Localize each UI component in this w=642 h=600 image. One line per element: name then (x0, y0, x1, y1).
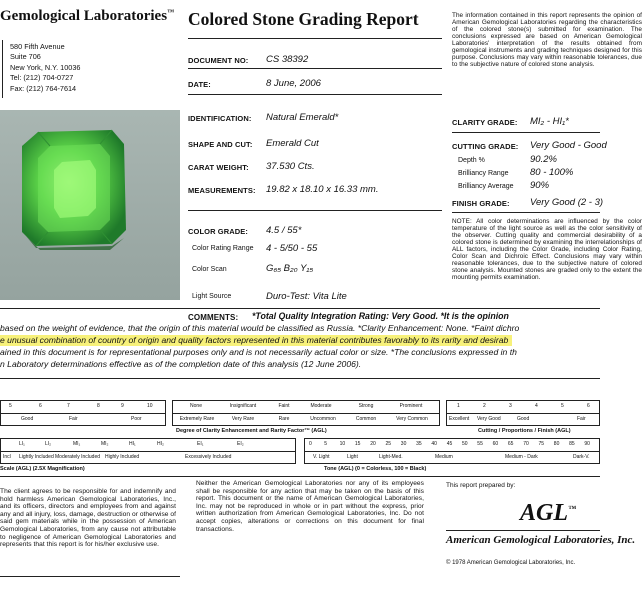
tone-scale-number: 60 (492, 441, 499, 447)
tone-scale-number: 30 (400, 441, 407, 447)
tone-scale-number: 10 (339, 441, 346, 447)
date-label: DATE: (188, 80, 211, 89)
color-grade-value: 4.5 / 55* (266, 225, 302, 236)
finish-scale: 5 6 7 8 9 10 Good Fair Poor (0, 400, 166, 426)
brilliancy-range-value: 80 - 100% (530, 167, 574, 178)
copyright: © 1978 American Gemological Laboratories, Inc. (446, 560, 576, 566)
tone-scale-number: 75 (538, 441, 545, 447)
inclusion-rarity-scale: None Insignificant Faint Moderate Strong Prominent Extremely Rare Very Rare Rare Uncommon Common Very Common (172, 400, 440, 426)
comments-line-5: n Laboratory determinations effective as of the completion date of this analysis (12 June 2006). (0, 359, 362, 369)
color-scan-value: G₆₅ B₂₀ Y₁₅ (266, 263, 314, 274)
client-agreement: The client agrees to be responsible for and indemnify and hold harmless American Gemological Laboratories, Inc., and its officers, directors and employees from and against any and all injury, loss, damage, destruction or otherwise of said gem materials while in the possession of American Gemological Laboratories, from any cause not attributable to negligence of American Gemological Laboratories and represents that this report is for his/her exclusive use. (0, 488, 176, 549)
brilliancy-avg-value: 90% (530, 180, 550, 191)
brilliancy-avg-label: Brilliancy Average (458, 183, 514, 190)
clarity-value: MI₂ - HI₁* (530, 116, 569, 127)
tone-scale-number: 50 (462, 441, 468, 447)
grading-note: NOTE: All color determinations are influenced by the color temperature of the light source as well as the color sensitivity of the observer. Cutting quality and commercial desirability of a colored stone is determined by examining the interrelationships of ALL factors, including the Color Grade, including Color Rating, Color Scan and Dichroic Effect. Conclusions may vary within reasonable tolerances, due to the subjective nature of colored stone analysis. Mounted stones are graded only to the extent the mounting permits examination. (452, 218, 642, 281)
tone-scale-number: 0 (309, 441, 312, 447)
tone-scale-number: 45 (446, 441, 453, 447)
stone-photo (0, 110, 180, 300)
tone-scale-number: 70 (523, 441, 529, 447)
lab-name: Gemological Laboratories™ (0, 8, 175, 24)
comments-line-2: based on the weight of evidence, that the origin of this material would be classified as Russia. *Clarity Enhancement: None. *Faint dichro (0, 323, 520, 333)
color-scan-label: Color Scan (192, 266, 227, 273)
depth-value: 90.2% (530, 154, 557, 165)
tone-scale-number: 15 (354, 441, 361, 447)
clarity-caption: Degree of Clarity Enhancement and Rarity Factor™ (AGL) (176, 428, 327, 434)
doc-no-label: DOCUMENT NO: (188, 56, 249, 65)
tone-scale-number: 80 (553, 441, 560, 447)
clarity-scale: LI₁ LI₂ MI₁ MI₂ HI₁ HI₂ EI₁ EI₂ Incl Lightly Included Moderately Included Highly Included Excessively Included (0, 438, 296, 464)
brilliancy-range-label: Brilliancy Range (458, 170, 509, 177)
shape-value: Emerald Cut (266, 138, 319, 149)
identification-value: Natural Emerald* (266, 112, 339, 123)
carat-label: CARAT WEIGHT: (188, 163, 249, 172)
light-source-value: Duro-Test: Vita Lite (266, 291, 347, 302)
emerald-image (0, 110, 180, 300)
tone-scale-number: 40 (431, 441, 437, 447)
tone-scale: 0 5 10 15 20 25 30 35 40 45 50 55 60 65 70 75 80 85 90 V. Light Light Light-Med. Medium Medium - Dark Dark-V. (304, 438, 600, 464)
light-source-label: Light Source (192, 293, 232, 300)
header-disclaimer: The information contained in this report represents the opinion of American Gemological Laboratories regarding the characteristics of the colored stone(s) submitted for examination. The conclusions expressed are based on American Gemological Laboratories' interpretation of the results obtained from gemological instruments and grading techniques designed for this purpose. Conclusions may vary within reasonable tolerances, due to the subjective nature of colored stone analysis. (452, 12, 642, 68)
tone-scale-number: 65 (507, 441, 514, 447)
comments-line-3-highlighted: e unusual combination of country of origin and quality factors represented in this material contributes favorably to its rarity and desirab (0, 335, 512, 346)
measurements-value: 19.82 x 18.10 x 16.33 mm. (266, 184, 379, 195)
lab-address: 580 Fifth Avenue Suite 706 New York, N.Y. 10036 Tel: (212) 704-0727 Fax: (212) 764-7614 (10, 42, 81, 93)
shape-label: SHAPE AND CUT: (188, 140, 253, 149)
tone-scale-number: 90 (584, 441, 590, 447)
tone-scale-number: 85 (569, 441, 575, 447)
cutting-scale: 1 2 3 4 5 6 Excellent Very Good Good Fair (446, 400, 600, 426)
date-value: 8 June, 2006 (266, 78, 321, 89)
clarity-scale-caption: Scale (AGL) (2.5X Magnification) (0, 466, 85, 472)
color-range-value: 4 - 5/50 - 55 (266, 243, 318, 254)
comments-line-1: *Total Quality Integration Rating: Very Good. *It is the opinion (252, 311, 509, 321)
cutting-caption: Cutting / Proportions / Finish (AGL) (478, 428, 571, 434)
comments-label: COMMENTS: (188, 313, 239, 322)
tone-scale-number: 55 (477, 441, 483, 447)
tone-scale-number: 5 (324, 441, 328, 447)
tone-scale-number: 35 (416, 441, 422, 447)
carat-value: 37.530 Cts. (266, 161, 315, 172)
comments-line-4: ained in this document is for representational purposes only and is not necessarily actual color or size. *The conclusions expressed in th (0, 347, 517, 357)
cutting-value: Very Good - Good (530, 140, 607, 151)
agl-logo: AGL™ (520, 500, 576, 526)
report-title: Colored Stone Grading Report (188, 9, 419, 29)
finish-label: FINISH GRADE: (452, 199, 510, 208)
cutting-label: CUTTING GRADE: (452, 142, 519, 151)
depth-label: Depth % (458, 157, 485, 164)
color-grade-label: COLOR GRADE: (188, 227, 248, 236)
tone-scale-number: 25 (385, 441, 392, 447)
agl-full-name: American Gemological Laboratories, Inc. (446, 534, 636, 546)
identification-label: IDENTIFICATION: (188, 114, 252, 123)
tone-caption: Tone (AGL) (0 = Colorless, 100 = Black) (324, 466, 427, 472)
liability-disclaimer: Neither the American Gemological Laboratories nor any of its employees shall be responsible for any action that may be taken on the basis of this report. This document or the name of American Gemological Laboratories, Inc. may not be reproduced in whole or in part without the express, prior written authorization from American Gemological Laboratories, Inc. Do not accept copies, alterations or corrections on this document for final transactions. (196, 480, 424, 533)
prepared-by-label: This report prepared by: (446, 482, 516, 489)
color-range-label: Color Rating Range (192, 245, 254, 252)
doc-no-value: CS 38392 (266, 54, 309, 65)
finish-value: Very Good (2 - 3) (530, 197, 604, 208)
tone-scale-number: 20 (370, 441, 376, 447)
measurements-label: MEASUREMENTS: (188, 186, 256, 195)
clarity-label: CLARITY GRADE: (452, 118, 518, 127)
